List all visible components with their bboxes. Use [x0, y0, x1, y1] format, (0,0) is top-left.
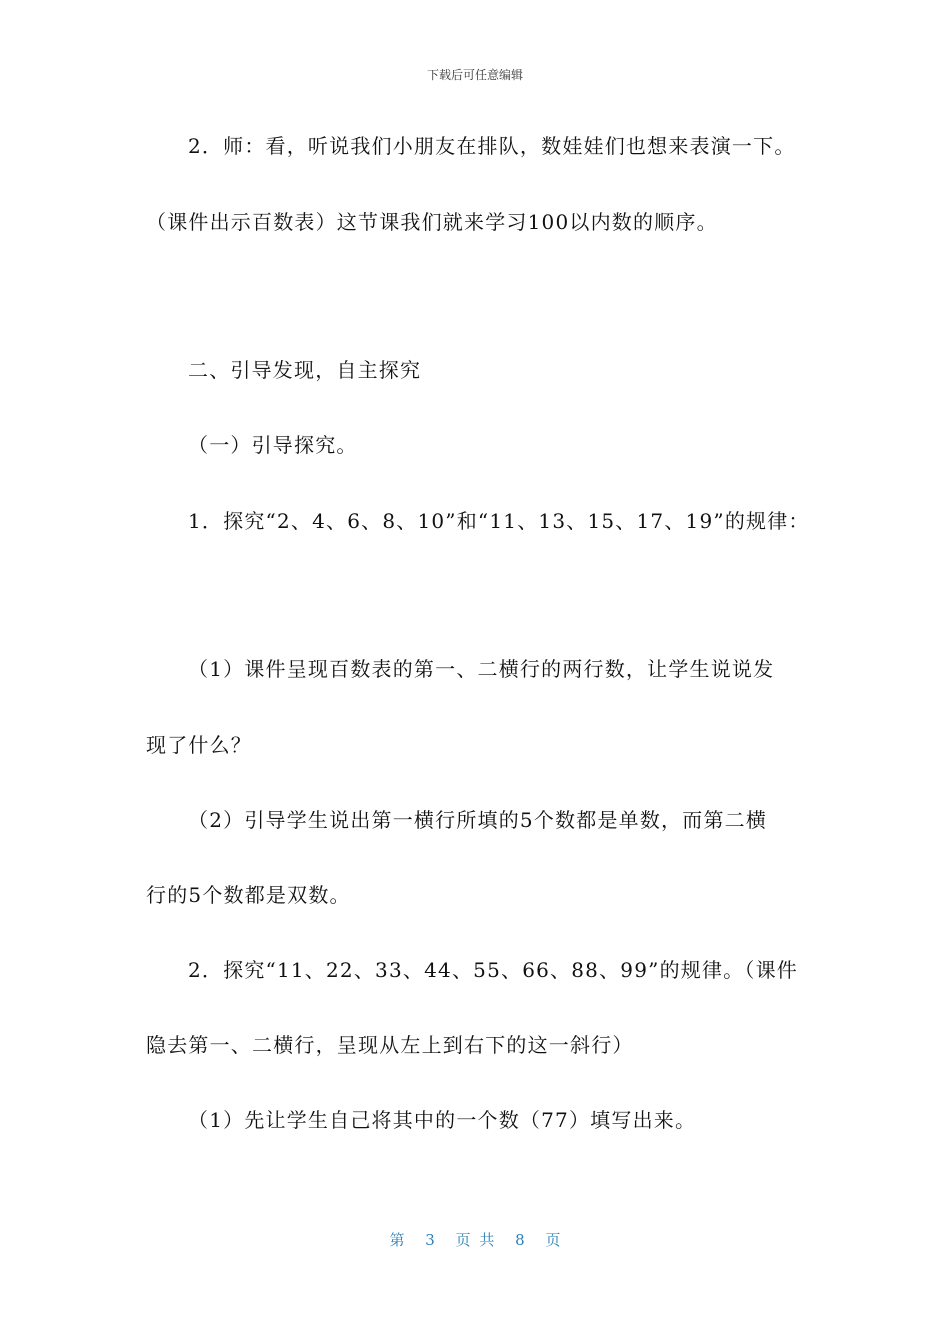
footer-suffix: 页 [545, 1231, 561, 1249]
footer-middle: 页 共 [455, 1231, 495, 1249]
paragraph-line-2: （课件出示百数表）这节课我们就来学习100以内数的顺序。 [146, 210, 718, 234]
page-header: 下载后可任意编辑 [426, 68, 523, 82]
footer-total-pages: 8 [515, 1231, 525, 1249]
footer-prefix: 第 [389, 1231, 405, 1249]
paragraph-line-4: （1）课件呈现百数表的第一、二横行的两行数，让学生说说发 [188, 657, 775, 681]
page-footer [0, 1229, 950, 1250]
paragraph-line-1: 2．师：看，听说我们小朋友在排队，数娃娃们也想来表演一下。 [188, 134, 796, 158]
paragraph-line-8: 2．探究“11、22、33、44、55、66、88、99”的规律。（课件 [188, 958, 798, 982]
paragraph-line-6: （2）引导学生说出第一横行所填的5个数都是单数，而第二横 [188, 808, 768, 832]
paragraph-line-7: 行的5个数都是双数。 [146, 883, 351, 907]
paragraph-line-10: （1）先让学生自己将其中的一个数（77）填写出来。 [188, 1108, 697, 1132]
paragraph-line-5: 现了什么？ [146, 733, 252, 757]
paragraph-line-9: 隐去第一、二横行，呈现从左上到右下的这一斜行） [146, 1033, 634, 1057]
section-heading: 二、引导发现，自主探究 [188, 358, 422, 382]
paragraph-line-3: 1．探究“2、4、6、8、10”和“11、13、15、17、19”的规律： [188, 509, 810, 533]
footer-page-number: 3 [425, 1231, 435, 1249]
subsection-heading: （一）引导探究。 [188, 433, 358, 457]
